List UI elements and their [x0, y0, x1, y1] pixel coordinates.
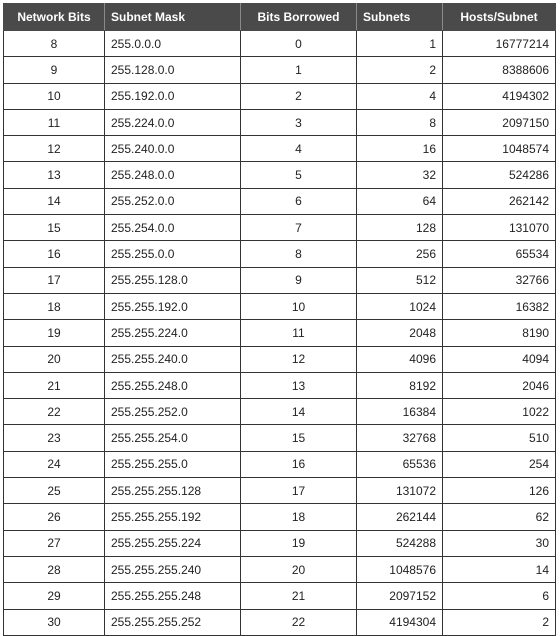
header-hosts-per-subnet: Hosts/Subnet [443, 4, 556, 31]
cell-network-bits: 9 [4, 57, 105, 83]
table-row [4, 583, 556, 609]
cell-bits-borrowed: 0 [241, 31, 357, 57]
cell-bits-borrowed: 21 [241, 583, 357, 609]
cell-bits-borrowed: 17 [241, 478, 357, 504]
cell-subnets: 131072 [357, 478, 443, 504]
cell-hosts-per-subnet: 16777214 [443, 31, 556, 57]
cell-network-bits: 18 [4, 293, 105, 319]
cell-hosts-per-subnet: 14 [443, 556, 556, 582]
cell-subnet-mask: 255.128.0.0 [105, 57, 241, 83]
cell-subnet-mask: 255.255.248.0 [105, 372, 241, 398]
cell-hosts-per-subnet: 510 [443, 425, 556, 451]
cell-network-bits: 15 [4, 215, 105, 241]
cell-bits-borrowed: 2 [241, 83, 357, 109]
cell-bits-borrowed: 5 [241, 162, 357, 188]
cell-hosts-per-subnet: 62 [443, 504, 556, 530]
cell-subnets: 16 [357, 136, 443, 162]
cell-bits-borrowed: 7 [241, 215, 357, 241]
cell-network-bits: 11 [4, 109, 105, 135]
table-row [4, 504, 556, 530]
cell-subnets: 1 [357, 31, 443, 57]
cell-hosts-per-subnet: 8388606 [443, 57, 556, 83]
cell-bits-borrowed: 10 [241, 293, 357, 319]
cell-subnet-mask: 255.224.0.0 [105, 109, 241, 135]
cell-hosts-per-subnet: 16382 [443, 293, 556, 319]
table-row [4, 136, 556, 162]
cell-hosts-per-subnet: 1022 [443, 399, 556, 425]
cell-subnets: 2048 [357, 320, 443, 346]
cell-subnet-mask: 255.255.255.0 [105, 451, 241, 477]
cell-subnets: 8 [357, 109, 443, 135]
cell-subnets: 2097152 [357, 583, 443, 609]
cell-subnet-mask: 255.255.252.0 [105, 399, 241, 425]
cell-bits-borrowed: 18 [241, 504, 357, 530]
table-row [4, 556, 556, 582]
cell-hosts-per-subnet: 126 [443, 478, 556, 504]
cell-hosts-per-subnet: 65534 [443, 241, 556, 267]
cell-network-bits: 21 [4, 372, 105, 398]
table-row [4, 425, 556, 451]
cell-bits-borrowed: 16 [241, 451, 357, 477]
cell-bits-borrowed: 13 [241, 372, 357, 398]
table-row [4, 31, 556, 57]
header-row [4, 4, 556, 31]
cell-bits-borrowed: 22 [241, 609, 357, 635]
cell-subnet-mask: 255.255.0.0 [105, 241, 241, 267]
cell-subnets: 2 [357, 57, 443, 83]
cell-network-bits: 30 [4, 609, 105, 635]
table-row [4, 372, 556, 398]
table-row [4, 57, 556, 83]
cell-subnet-mask: 255.254.0.0 [105, 215, 241, 241]
cell-hosts-per-subnet: 2 [443, 609, 556, 635]
cell-subnets: 1048576 [357, 556, 443, 582]
cell-network-bits: 29 [4, 583, 105, 609]
cell-network-bits: 20 [4, 346, 105, 372]
cell-network-bits: 19 [4, 320, 105, 346]
table-row [4, 241, 556, 267]
cell-bits-borrowed: 14 [241, 399, 357, 425]
header-bits-borrowed: Bits Borrowed [241, 4, 357, 31]
cell-hosts-per-subnet: 8190 [443, 320, 556, 346]
cell-network-bits: 17 [4, 267, 105, 293]
cell-network-bits: 22 [4, 399, 105, 425]
cell-bits-borrowed: 3 [241, 109, 357, 135]
cell-subnets: 524288 [357, 530, 443, 556]
cell-hosts-per-subnet: 262142 [443, 188, 556, 214]
cell-hosts-per-subnet: 6 [443, 583, 556, 609]
cell-subnet-mask: 255.255.255.252 [105, 609, 241, 635]
table-body [4, 31, 556, 636]
cell-subnet-mask: 255.255.255.248 [105, 583, 241, 609]
cell-bits-borrowed: 8 [241, 241, 357, 267]
cell-network-bits: 10 [4, 83, 105, 109]
table-header [4, 4, 556, 31]
header-network-bits: Network Bits [4, 4, 105, 31]
cell-network-bits: 8 [4, 31, 105, 57]
cell-hosts-per-subnet: 1048574 [443, 136, 556, 162]
cell-subnets: 32 [357, 162, 443, 188]
cell-bits-borrowed: 6 [241, 188, 357, 214]
cell-subnet-mask: 255.255.254.0 [105, 425, 241, 451]
cell-hosts-per-subnet: 254 [443, 451, 556, 477]
cell-network-bits: 27 [4, 530, 105, 556]
cell-subnets: 256 [357, 241, 443, 267]
cell-subnets: 4096 [357, 346, 443, 372]
cell-bits-borrowed: 11 [241, 320, 357, 346]
cell-subnets: 128 [357, 215, 443, 241]
table-row [4, 609, 556, 635]
cell-subnets: 32768 [357, 425, 443, 451]
cell-bits-borrowed: 9 [241, 267, 357, 293]
cell-subnets: 16384 [357, 399, 443, 425]
cell-subnet-mask: 255.255.240.0 [105, 346, 241, 372]
cell-network-bits: 16 [4, 241, 105, 267]
table-row [4, 162, 556, 188]
table-row [4, 215, 556, 241]
table-row [4, 346, 556, 372]
cell-hosts-per-subnet: 4194302 [443, 83, 556, 109]
cell-subnets: 262144 [357, 504, 443, 530]
cell-subnet-mask: 255.240.0.0 [105, 136, 241, 162]
table-row [4, 399, 556, 425]
table-row [4, 83, 556, 109]
header-subnet-mask: Subnet Mask [105, 4, 241, 31]
cell-bits-borrowed: 19 [241, 530, 357, 556]
cell-subnets: 64 [357, 188, 443, 214]
cell-subnets: 65536 [357, 451, 443, 477]
cell-subnet-mask: 255.248.0.0 [105, 162, 241, 188]
cell-hosts-per-subnet: 131070 [443, 215, 556, 241]
cell-network-bits: 13 [4, 162, 105, 188]
table-row [4, 293, 556, 319]
cell-bits-borrowed: 15 [241, 425, 357, 451]
table-row [4, 478, 556, 504]
cell-subnet-mask: 255.252.0.0 [105, 188, 241, 214]
cell-network-bits: 24 [4, 451, 105, 477]
subnet-table [3, 3, 556, 636]
cell-hosts-per-subnet: 32766 [443, 267, 556, 293]
cell-network-bits: 28 [4, 556, 105, 582]
cell-network-bits: 23 [4, 425, 105, 451]
table-row [4, 188, 556, 214]
cell-subnets: 512 [357, 267, 443, 293]
cell-hosts-per-subnet: 30 [443, 530, 556, 556]
cell-subnet-mask: 255.255.128.0 [105, 267, 241, 293]
cell-subnet-mask: 255.255.255.224 [105, 530, 241, 556]
cell-subnet-mask: 255.255.255.192 [105, 504, 241, 530]
cell-hosts-per-subnet: 524286 [443, 162, 556, 188]
cell-network-bits: 12 [4, 136, 105, 162]
cell-bits-borrowed: 20 [241, 556, 357, 582]
table-row [4, 451, 556, 477]
cell-bits-borrowed: 4 [241, 136, 357, 162]
cell-subnets: 1024 [357, 293, 443, 319]
header-subnets: Subnets [357, 4, 443, 31]
cell-subnets: 8192 [357, 372, 443, 398]
cell-subnet-mask: 255.255.255.128 [105, 478, 241, 504]
cell-hosts-per-subnet: 2097150 [443, 109, 556, 135]
cell-subnet-mask: 255.255.224.0 [105, 320, 241, 346]
cell-subnets: 4194304 [357, 609, 443, 635]
table-row [4, 320, 556, 346]
cell-network-bits: 25 [4, 478, 105, 504]
cell-bits-borrowed: 1 [241, 57, 357, 83]
subnet-table-container [3, 3, 555, 636]
cell-hosts-per-subnet: 2046 [443, 372, 556, 398]
table-row [4, 530, 556, 556]
cell-bits-borrowed: 12 [241, 346, 357, 372]
cell-network-bits: 14 [4, 188, 105, 214]
cell-network-bits: 26 [4, 504, 105, 530]
cell-subnet-mask: 255.0.0.0 [105, 31, 241, 57]
cell-subnet-mask: 255.192.0.0 [105, 83, 241, 109]
table-row [4, 109, 556, 135]
cell-subnet-mask: 255.255.192.0 [105, 293, 241, 319]
cell-subnets: 4 [357, 83, 443, 109]
cell-subnet-mask: 255.255.255.240 [105, 556, 241, 582]
table-row [4, 267, 556, 293]
cell-hosts-per-subnet: 4094 [443, 346, 556, 372]
